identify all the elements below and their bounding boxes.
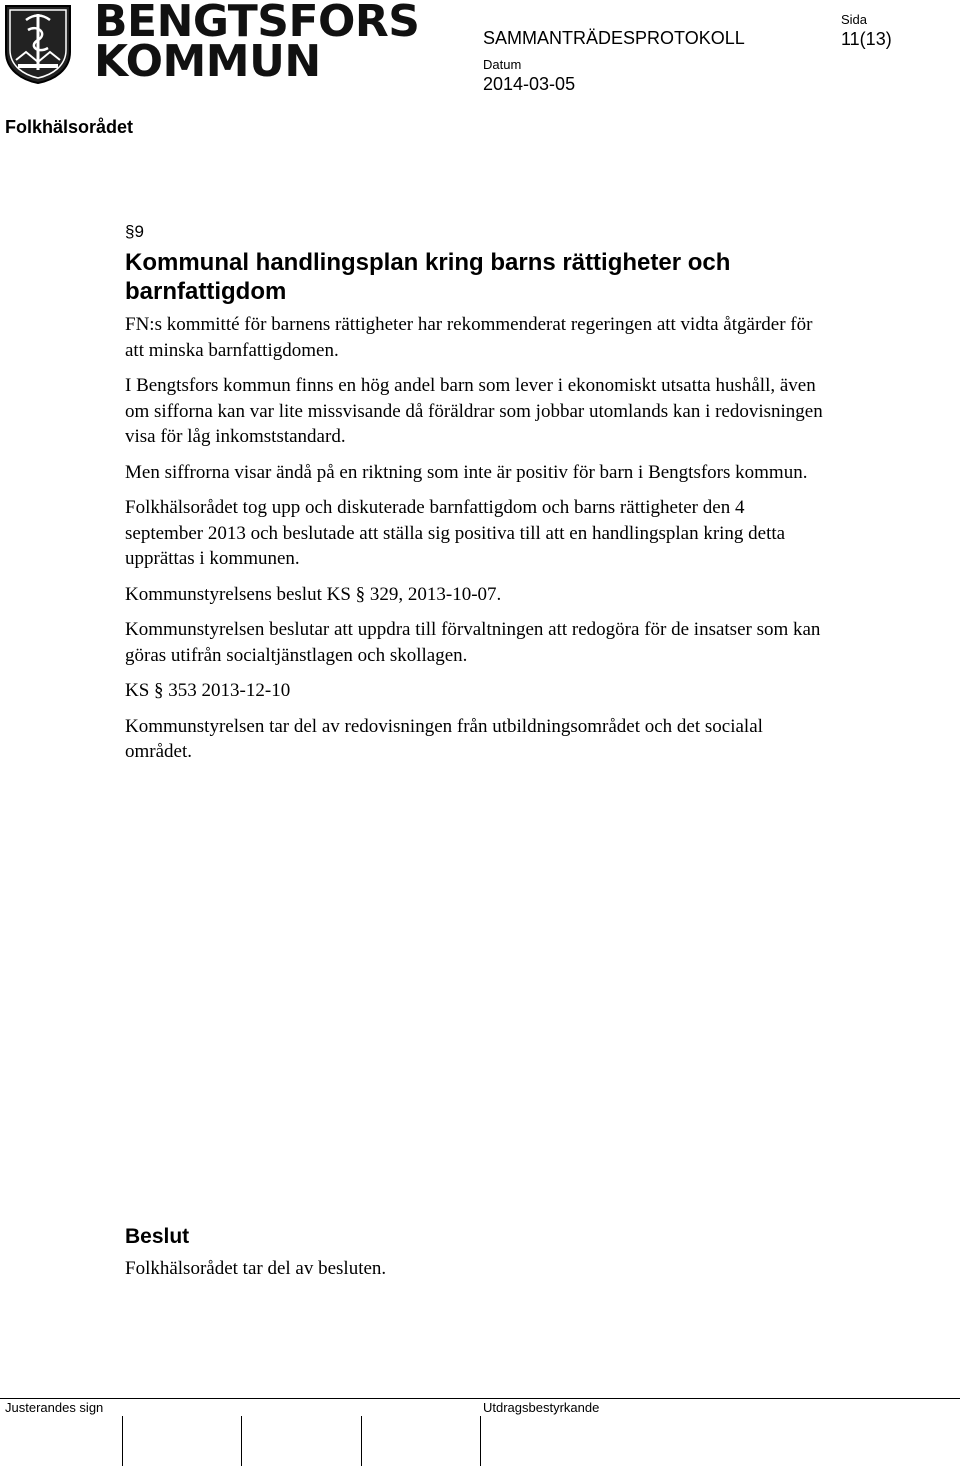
signature-box-divider: [480, 1416, 481, 1466]
paragraph-6: Kommunstyrelsen beslutar att uppdra till förvaltningen att redogöra för de insatser som kan göras utifrån socialtjänstlagen och skollagen.: [125, 619, 821, 666]
footer-divider: [0, 1398, 960, 1399]
paragraph-5: Kommunstyrelsens beslut KS § 329, 2013-10-07.: [125, 583, 502, 605]
signature-box-divider: [122, 1416, 123, 1466]
paragraph-3: Men siffrorna visar ändå på en riktning som inte är positiv för barn i Bengtsfors kommun.: [125, 461, 808, 483]
footer-sign-label: Justerandes sign: [5, 1400, 104, 1415]
signature-box-divider: [241, 1416, 242, 1466]
section-title: Kommunal handlingsplan kring barns rättigheter och barnfattigdom: [125, 249, 731, 305]
logo-text-line1: BENGTSFORS: [94, 0, 420, 47]
decision-heading: Beslut: [125, 1225, 190, 1248]
logo-text-line2: KOMMUN: [94, 36, 321, 87]
date-label: Datum: [483, 57, 522, 72]
signature-box-divider: [361, 1416, 362, 1466]
paragraph-8: Kommunstyrelsen tar del av redovisningen från utbildningsområdet och det socialal området.: [125, 715, 763, 762]
paragraph-1: FN:s kommitté för barnens rättigheter har rekommenderat regeringen att vidta åtgärder för att minska barnfattigdomen.: [125, 314, 813, 361]
decision-text: Folkhälsorådet tar del av besluten.: [125, 1258, 387, 1279]
paragraph-4: Folkhälsorådet tog upp och diskuterade barnfattigdom och barns rättigheter den 4 september 2013 och beslutade att ställa sig positiva till att en handlingsplan kring detta upprättas i kommunen.: [125, 497, 786, 569]
page-label: Sida: [841, 12, 868, 27]
coat-of-arms-icon: [4, 4, 72, 84]
page-number: 11(13): [841, 29, 892, 49]
section-number: §9: [125, 222, 144, 241]
paragraph-2: I Bengtsfors kommun finns en hög andel barn som lever i ekonomiskt utsatta hushåll, även om sifforna kan var lite missvisande då föräldrar som jobbar utomlands kan i redovisningen visa för låg inkomststandard.: [125, 375, 823, 447]
document-type: SAMMANTRÄDESPROTOKOLL: [483, 28, 745, 48]
body-name: Folkhälsorådet: [5, 117, 134, 137]
footer-extract-label: Utdragsbestyrkande: [483, 1400, 600, 1415]
date-value: 2014-03-05: [483, 74, 576, 94]
section-content: [125, 218, 825, 775]
paragraph-7: KS § 353 2013-12-10: [125, 680, 291, 701]
